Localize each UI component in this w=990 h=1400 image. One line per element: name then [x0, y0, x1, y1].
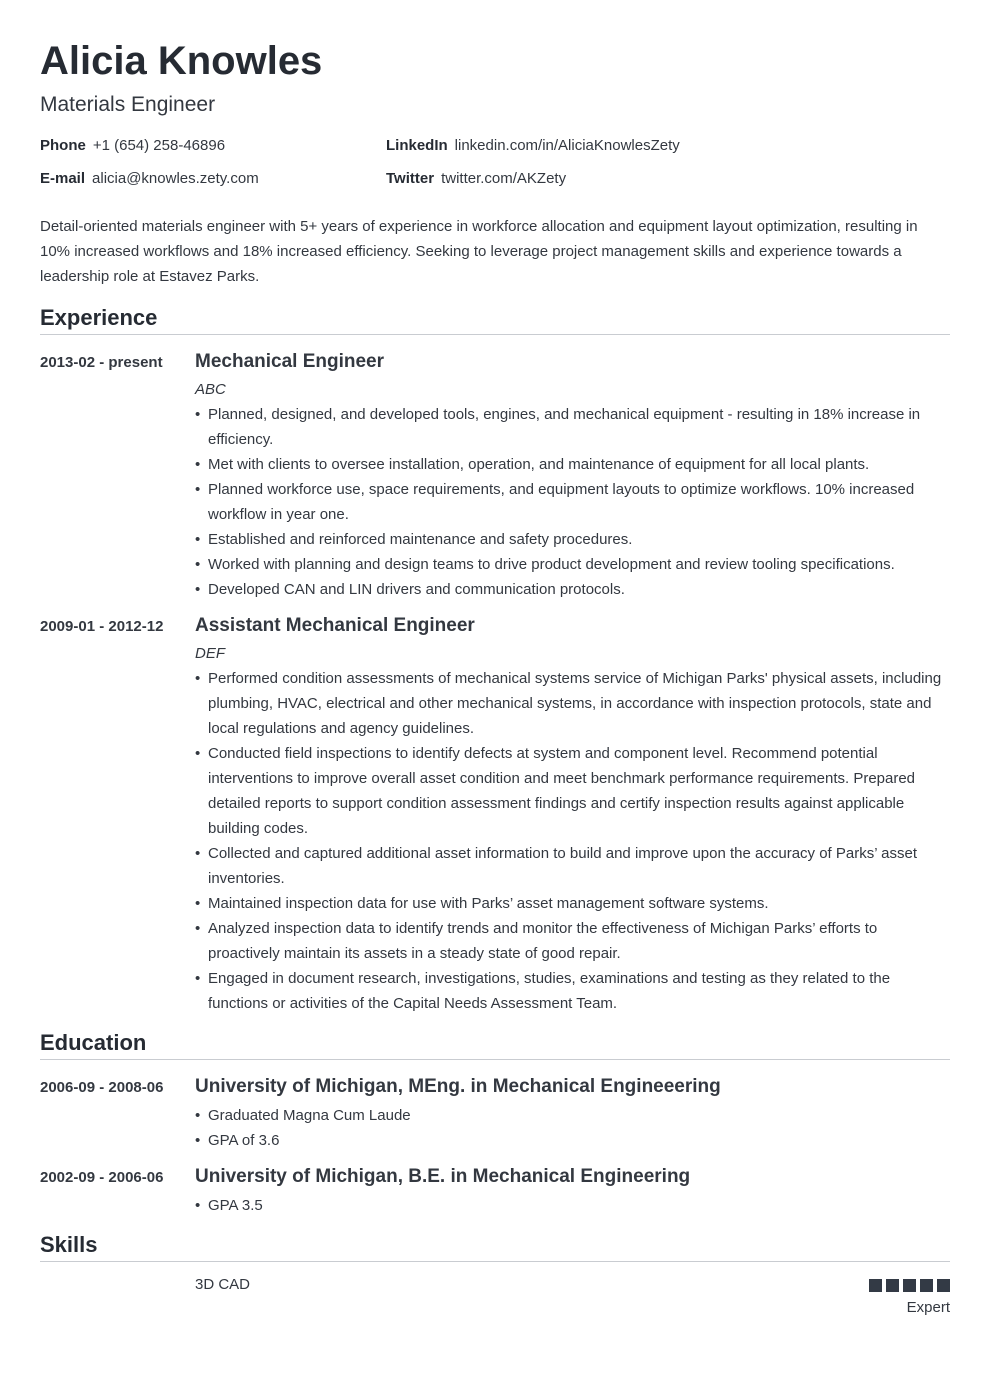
entry-dates: 2002-09 - 2006-06	[40, 1169, 164, 1186]
contact-twitter-value: twitter.com/AKZety	[441, 170, 567, 187]
contact-email	[40, 169, 386, 189]
skill-rating	[869, 1279, 950, 1292]
bullet-item: • Engaged in document research, investigations, studies, examinations and testing as they related to the functions or activities of the Capital Needs Assessment Team.	[195, 966, 950, 1016]
profile-summary: Detail-oriented materials engineer with 5+ years of experience in workforce allocation and equipment layout optimization, resulting in 10% increased workflows and 18% increased efficiency. Seeking to leverage project management skills and experience towards a leadership role at Estavez Parks.	[40, 218, 918, 285]
skill-rating-square	[920, 1279, 933, 1292]
entry-bullets	[195, 666, 950, 1016]
bullet-item: • Graduated Magna Cum Laude	[195, 1103, 950, 1128]
bullet-item: • Met with clients to oversee installation, operation, and maintenance of equipment for all local plants.	[195, 452, 950, 477]
contact-phone-value: +1 (654) 258-46896	[92, 137, 226, 154]
skill-rating-square	[903, 1279, 916, 1292]
experience-heading: Experience	[40, 305, 950, 335]
contact-info	[40, 136, 950, 189]
entry-company: DEF	[195, 645, 225, 662]
contact-phone	[40, 136, 386, 156]
education-entry	[40, 1073, 950, 1153]
skill-level-text: Expert	[906, 1299, 950, 1316]
contact-linkedin-label: LinkedIn	[386, 137, 448, 154]
bullet-item: • Collected and captured additional asset information to build and improve upon the accuracy of Parks’ asset inventories.	[195, 841, 950, 891]
contact-linkedin	[386, 136, 950, 156]
entry-title: University of Michigan, MEng. in Mechanical Engineeering	[195, 1076, 721, 1097]
bullet-item: • Worked with planning and design teams to drive product development and review tooling specifications.	[195, 552, 950, 577]
bullet-item: • GPA 3.5	[195, 1193, 950, 1218]
contact-linkedin-value: linkedin.com/in/AliciaKnowlesZety	[454, 137, 680, 154]
skill-row	[40, 1275, 950, 1318]
entry-bullets	[195, 1103, 950, 1153]
contact-phone-label: Phone	[40, 137, 86, 154]
experience-entry	[40, 348, 950, 602]
entry-company: ABC	[195, 381, 226, 398]
bullet-item: • Planned workforce use, space requirements, and equipment layouts to optimize workflows. 10% increased workflow in year one.	[195, 477, 950, 527]
skill-rating-square	[937, 1279, 950, 1292]
entry-dates: 2009-01 - 2012-12	[40, 618, 164, 635]
education-entry	[40, 1163, 950, 1218]
bullet-item: • Planned, designed, and developed tools, engines, and mechanical equipment - resulting in 18% increase in efficiency.	[195, 402, 950, 452]
contact-twitter	[386, 169, 950, 189]
skill-rating-square	[886, 1279, 899, 1292]
entry-title: University of Michigan, B.E. in Mechanical Engineering	[195, 1166, 691, 1187]
education-heading: Education	[40, 1030, 950, 1060]
bullet-item: • Developed CAN and LIN drivers and communication protocols.	[195, 577, 950, 602]
job-title: Materials Engineer	[40, 93, 216, 116]
candidate-name: Alicia Knowles	[40, 39, 323, 83]
contact-email-label: E-mail	[40, 170, 86, 187]
bullet-item: • Analyzed inspection data to identify trends and monitor the effectiveness of Michigan Parks’ efforts to proactively maintain its assets in a steady state of good repair.	[195, 916, 950, 966]
skill-rating-square	[869, 1279, 882, 1292]
entry-title: Assistant Mechanical Engineer	[195, 615, 475, 636]
contact-email-value: alicia@knowles.zety.com	[92, 170, 259, 187]
skill-name: 3D CAD	[195, 1276, 251, 1293]
bullet-item: • Conducted field inspections to identify defects at system and component level. Recommend potential interventions to improve overall asset condition and meet benchmark performance requirements. Prepared detailed reports to support condition assessment findings and certify inspection results against applicable building codes.	[195, 741, 950, 841]
bullet-item: • GPA of 3.6	[195, 1128, 950, 1153]
entry-title: Mechanical Engineer	[195, 351, 385, 372]
skills-heading: Skills	[40, 1232, 950, 1262]
bullet-item: • Established and reinforced maintenance and safety procedures.	[195, 527, 950, 552]
entry-dates: 2013-02 - present	[40, 354, 163, 371]
skill-level	[869, 1275, 950, 1318]
entry-bullets	[195, 402, 950, 602]
contact-twitter-label: Twitter	[386, 170, 435, 187]
entry-bullets	[195, 1193, 950, 1218]
bullet-item: • Maintained inspection data for use with Parks’ asset management software systems.	[195, 891, 950, 916]
experience-entry	[40, 612, 950, 1016]
bullet-item: • Performed condition assessments of mechanical systems service of Michigan Parks' physical assets, including plumbing, HVAC, electrical and other mechanical systems, in accordance with inspection protocols, state and local regulations and agency guidelines.	[195, 666, 950, 741]
entry-dates: 2006-09 - 2008-06	[40, 1079, 164, 1096]
